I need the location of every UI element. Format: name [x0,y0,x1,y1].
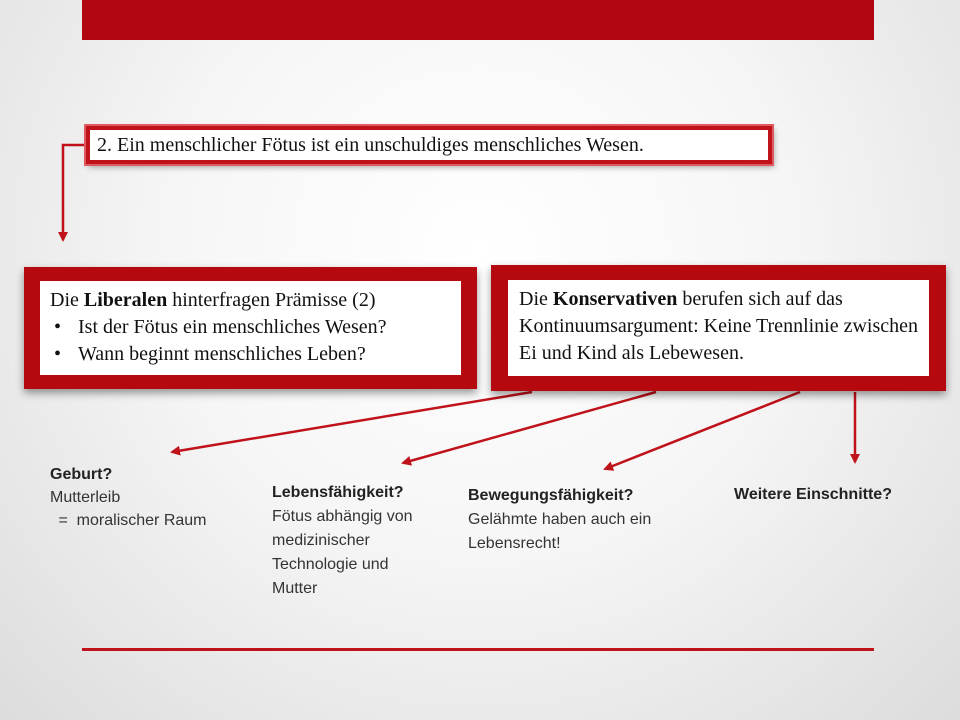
conservatives-content: Die Konservativen berufen sich auf das Kontinuumsargument: Keine Trennlinie zwischen Ei und Kind als Lebewesen. [508,280,929,376]
liberals-question: • Wann beginnt menschliches Leben? [50,341,453,368]
cut-title: Geburt? [50,466,113,483]
cut-weitere [734,483,954,506]
liberals-questions [50,314,453,368]
cut-line: Lebensrecht! [468,535,561,552]
premise-arrow [63,145,86,240]
cut-lebensfaehigkeit [272,481,452,601]
liberals-heading: Die Liberalen hinterfragen Prämisse (2) [50,289,376,311]
arrow-to-bewegungsfaehigkeit [605,392,800,469]
cut-line: Fötus abhängig von [272,508,413,525]
premise-box [86,126,772,164]
premise-text: 2. Ein menschlicher Fötus ist ein unschuldiges menschliches Wesen. [97,134,644,156]
liberals-label: Liberalen [83,289,168,311]
liberals-panel [24,267,477,389]
cut-title: Bewegungsfähigkeit? [468,487,634,504]
cut-line: = moralischer Raum [54,512,207,529]
cut-title: Weitere Einschnitte? [734,486,892,503]
cut-line: Technologie und [272,556,389,573]
arrow-to-lebensfaehigkeit [403,392,656,463]
cut-line: Gelähmte haben auch ein [468,511,652,528]
liberals-content [40,281,461,375]
conservatives-panel [491,265,946,391]
cut-bewegungsfaehigkeit [468,484,698,556]
cut-geburt [50,463,240,532]
cut-line: Mutter [272,580,318,597]
cut-line: Mutterleib [50,489,121,506]
conservatives-label: Konservativen [552,288,678,310]
footer-divider [82,648,874,651]
cut-line: medizinischer [272,532,370,549]
cut-title: Lebensfähigkeit? [272,484,404,501]
liberals-question: • Ist der Fötus ein menschliches Wesen? [50,314,453,341]
